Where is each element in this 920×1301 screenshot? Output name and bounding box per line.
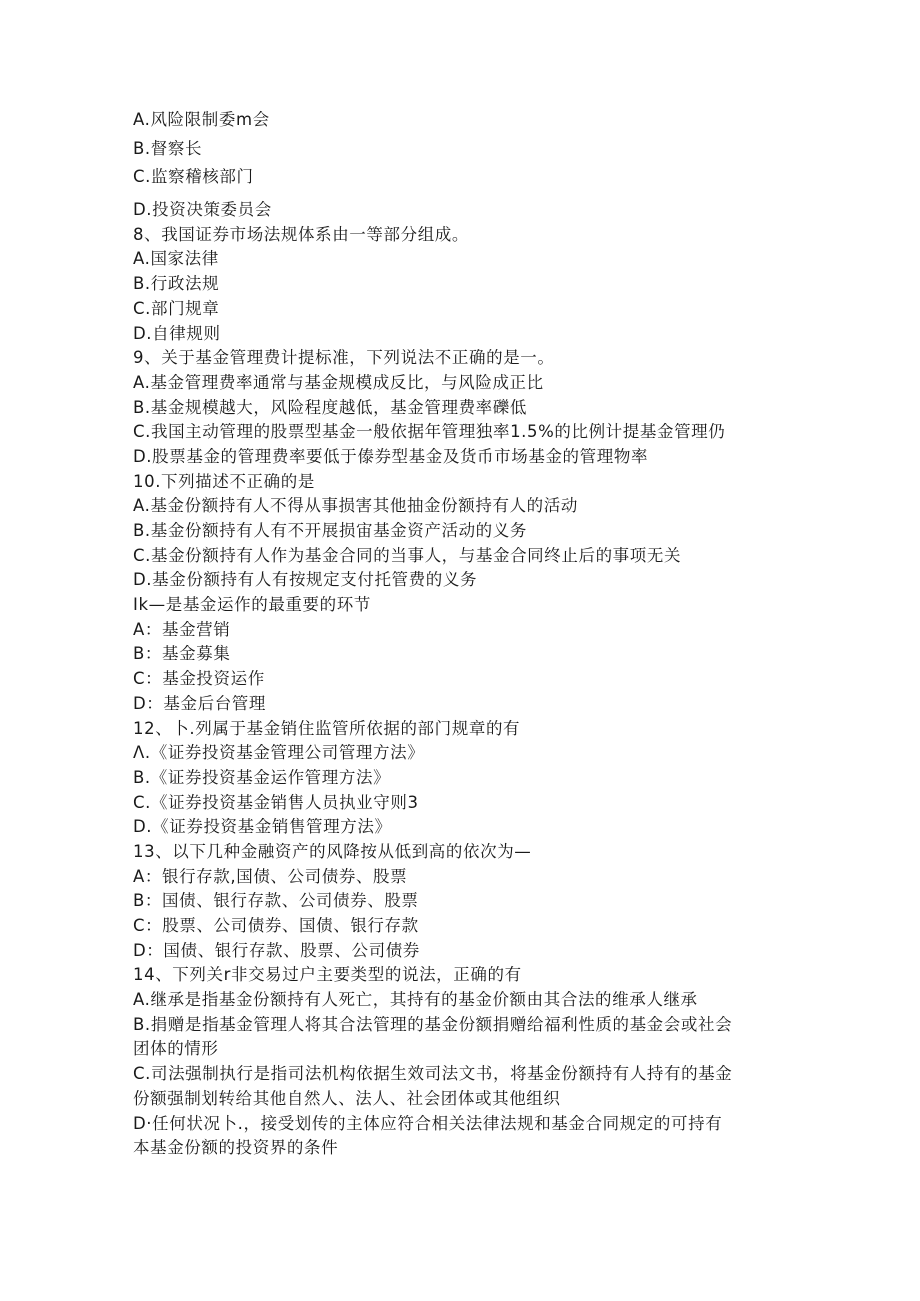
option-a-line: Λ.《证券投资基金管理公司管理方法》 [133, 743, 425, 763]
option-d-line: D.基金份额持有人有按规定支付托管费的义务 [133, 570, 478, 590]
question-10: 10.下列描述不正确的是 [133, 471, 315, 491]
option-b-line: B：国债、银行存款、公司债券、股票 [133, 891, 419, 911]
option-c-line: C.我国主动管理的股票型基金一般依据年管理独率1.5%的比例计提基金管理仍 [133, 422, 726, 442]
option-a-line: A.国家法律 [133, 249, 219, 269]
option-b-line: B.行政法规 [133, 274, 220, 294]
option-d-line: D·任何状况卜.，接受划传的主体应符合相关法律法规和基金合同规定的可持有 [133, 1113, 723, 1133]
option-c-line: C.部门规章 [133, 298, 220, 318]
option-c-line: C.基金份额持有人作为基金合同的当事人，与基金合同终止后的事项无关 [133, 545, 682, 565]
option-b-line: B.督察长 [133, 138, 203, 158]
option-c-line: C：股票、公司债券、国债、银行存款 [133, 916, 419, 935]
option-d-line: D.自律规则 [133, 323, 221, 343]
option-a-line: A：基金营销 [133, 619, 231, 639]
option-b-line: B.基金规模越大，风险程度越低，基金管理费率礫低 [133, 397, 527, 417]
question-11: Ik—是基金运作的最重要的环节 [133, 595, 371, 615]
option-a-line: A：银行存款,国债、公司债券、股票 [133, 866, 408, 886]
option-a-line: A.基金份额持有人不得从事损害其他抽金份额持有人的活动 [133, 496, 578, 516]
option-d-line: D.《证券投资基金销售管理方法》 [133, 817, 392, 837]
option-a-line: A.风险限制委m会 [133, 110, 270, 129]
option-d-line: D.股票基金的管理费率要低于傣券型基金及货币市场基金的管理物率 [133, 446, 649, 466]
option-b-line: B.捐赠是指基金管理人将其合法管理的基金份额捐赠给福利性质的基金会或社会 [133, 1014, 733, 1034]
option-b-line: B.《证券投资基金运作管理方法》 [133, 767, 391, 787]
option-d-line: D：国债、银行存款、股票、公司债券 [133, 940, 420, 960]
question-13: 13、以下几种金融资产的风降按从低到高的依次为— [133, 841, 532, 861]
option-a-line: A.继承是指基金份额持有人死亡，其持有的基金价额由其合法的维承人继承 [133, 990, 698, 1010]
option-c-line: C：基金投资运作 [133, 669, 265, 689]
question-9: 9、关于基金管理费计提标准，下列说法不正确的是一。 [133, 348, 555, 368]
question-8: 8、我国证券市场法规体系由一等部分组成。 [133, 224, 469, 244]
option-c-line: C.监察稽核部门 [133, 167, 254, 187]
option-c-line: C.《证券投资基金销售人员执业守则3 [133, 792, 419, 812]
option-b-continuation: 团体的情形 [133, 1039, 219, 1059]
document-page [133, 108, 793, 1161]
option-d-line: D.投资决策委员会 [133, 200, 272, 220]
option-c-continuation: 份额强制划转给其他自然人、法人、社会团体或其他组织 [133, 1088, 561, 1108]
question-12: 12、卜.列属于基金销住监管所依据的部门规章的有 [133, 718, 521, 738]
option-d-line: D：基金后台管理 [133, 693, 267, 713]
option-c-line: C.司法强制执行是指司法机构依据生效司法文书，将基金份额持有人持有的基金 [133, 1064, 733, 1084]
option-b-line: B：基金募集 [133, 644, 231, 664]
option-d-continuation: 本基金份额的投资界的条件 [133, 1138, 339, 1158]
question-14: 14、下列关r非交易过户主要类型的说法，正确的有 [133, 965, 522, 985]
option-b-line: B.基金份额持有人有不开展损宙基金资产活动的义务 [133, 521, 527, 540]
option-a-line: A.基金管理费率通常与基金规模成反比，与风险成正比 [133, 372, 544, 392]
